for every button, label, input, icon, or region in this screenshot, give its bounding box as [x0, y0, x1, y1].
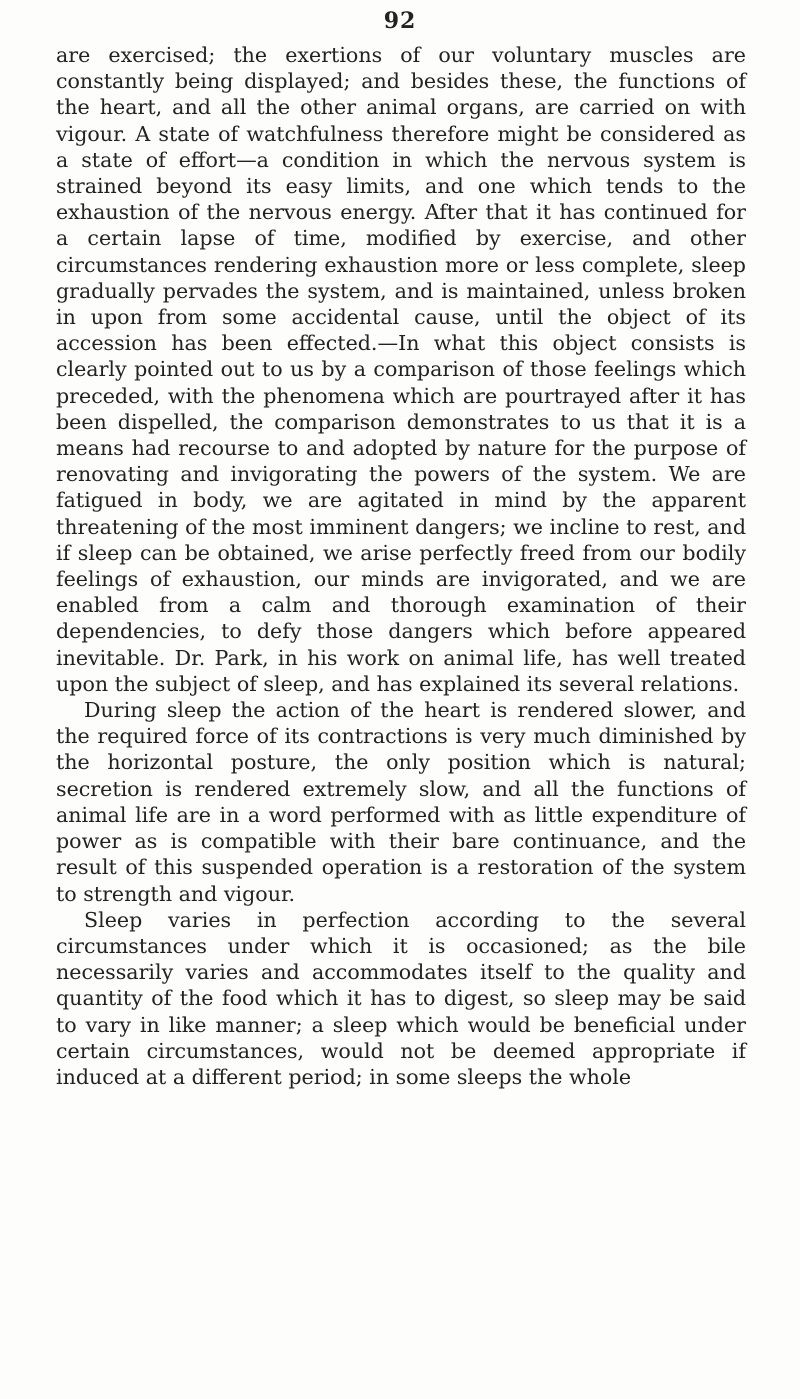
paragraph-sleep-varies: Sleep varies in perfection according to the several circumstances under which it is occasioned; as the bile necessarily varies and accommodates itself to the quality and quantity of the food which it has to digest, so sleep may be said to vary in like manner; a sleep which would be beneficial under certain circumstances, would not be deemed appropriate if induced at a different period; in some sleeps the whole — [56, 907, 746, 1089]
page-number: 92 — [383, 8, 417, 34]
body-text — [56, 42, 746, 1090]
paragraph-watchfulness: are exercised; the exertions of our voluntary muscles are constantly being displayed; and besides these, the functions of the heart, and all the other animal organs, are carried on with vigour. A state of watchfulness therefore might be considered as a state of effort—a condition in which the nervous system is strained beyond its easy limits, and one which tends to the exhaustion of the nervous energy. After that it has continued for a certain lapse of time, modified by exercise, and other circumstances rendering exhaustion more or less complete, sleep gradually pervades the system, and is maintained, unless broken in upon from some accidental cause, until the object of its accession has been effected.—In what this object consists is clearly pointed out to us by a comparison of those feelings which preceded, with the phenomena which are pourtrayed after it has been dispelled, the comparison demonstrates to us that it is a means had recourse to and adopted by nature for the purpose of renovating and invigorating the powers of the system. We are fatigued in body, we are agitated in mind by the apparent threatening of the most imminent dangers; we incline to rest, and if sleep can be obtained, we arise perfectly freed from our bodily feelings of exhaustion, our minds are invigorated, and we are enabled from a calm and thorough examination of their dependencies, to defy those dangers which before appeared inevitable. Dr. Park, in his work on animal life, has well treated upon the subject of sleep, and has explained its several relations. — [56, 43, 746, 696]
paragraph-during-sleep: During sleep the action of the heart is rendered slower, and the required force of its contractions is very much diminished by the horizontal posture, the only position which is natural; secretion is rendered extremely slow, and all the functions of animal life are in a word performed with as little expenditure of power as is compatible with their bare continuance, and the result of this suspended operation is a restoration of the system to strength and vigour. — [56, 698, 746, 906]
